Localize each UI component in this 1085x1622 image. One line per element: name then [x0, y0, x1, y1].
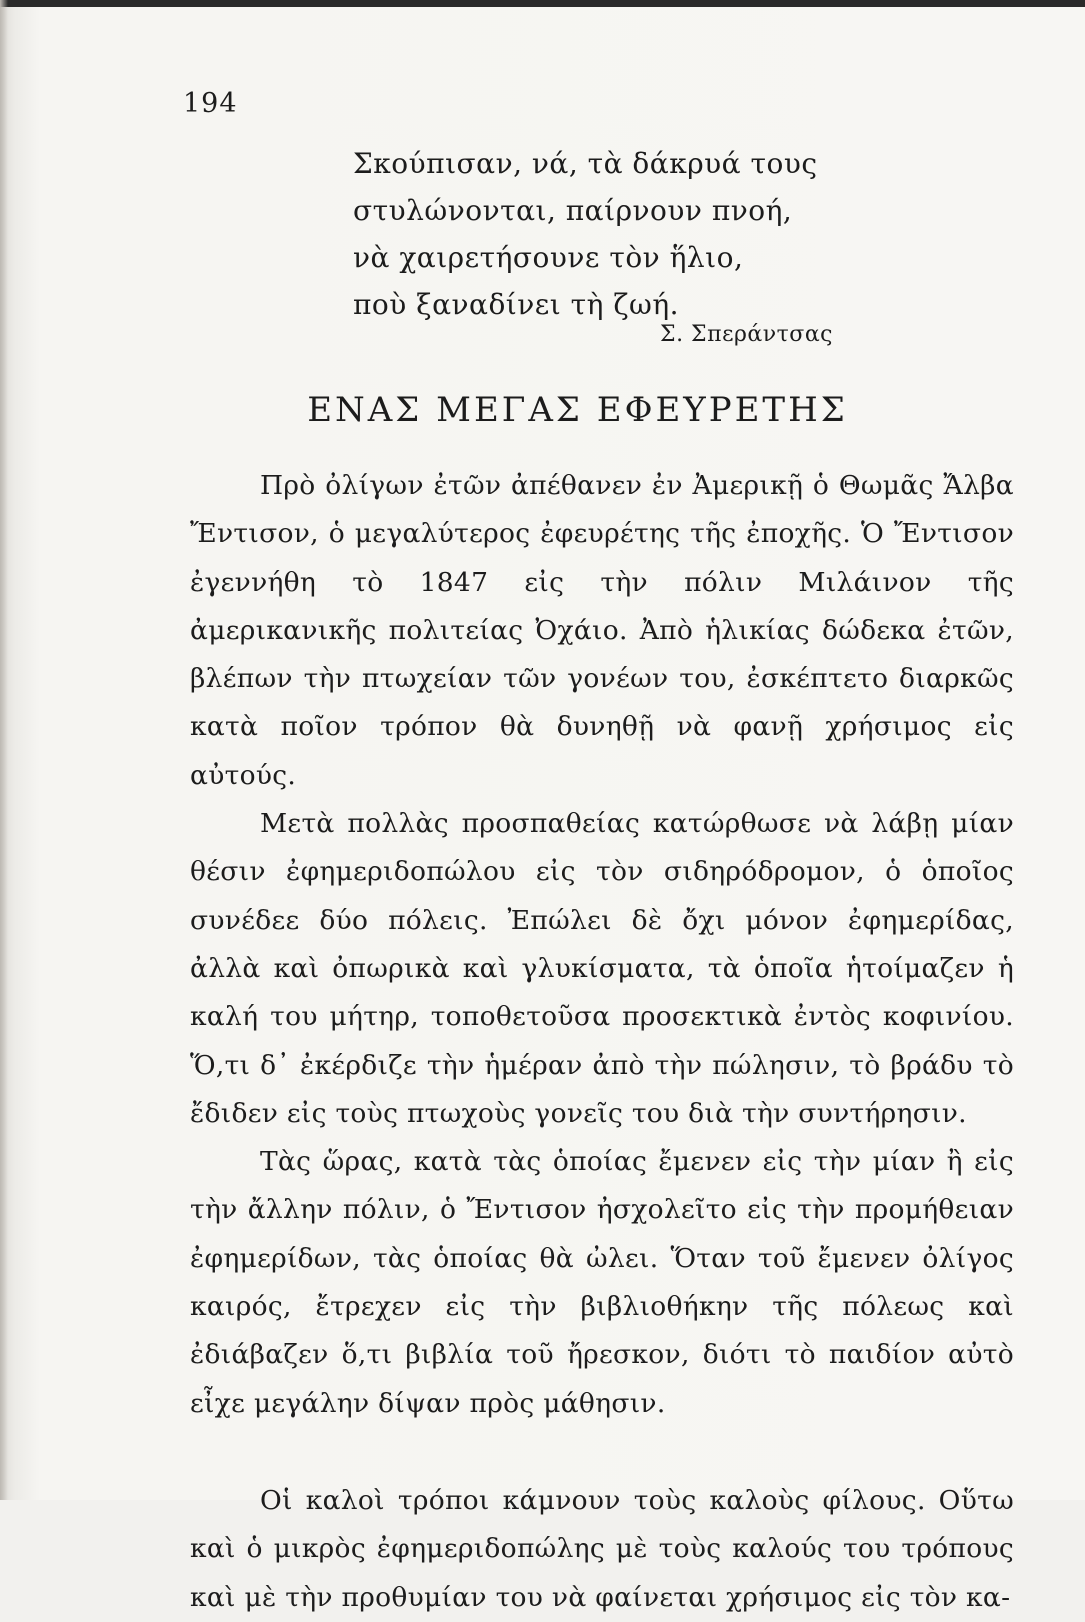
- binding-shadow: [0, 0, 8, 1500]
- article-body: [190, 462, 1014, 1622]
- poem-line: ποὺ ξαναδίνει τὴ ζωή.: [353, 288, 680, 321]
- poem-line: στυλώνονται, παίρνουν πνοή,: [353, 194, 793, 227]
- poem-line: Σκούπισαν, νά, τὰ δάκρυά τους: [353, 147, 818, 180]
- paragraph: Τὰς ὥρας, κατὰ τὰς ὁποίας ἔμενεν εἰς τὴν μίαν ἢ εἰς τὴν ἄλλην πόλιν, ὁ Ἔντισον ἠσχολεῖτο εἰς τὴν προμήθειαν ἐφημερίδων, τὰς ὁποίας θὰ ὠλει. Ὅταν τοῦ ἔμενεν ὀλίγος καιρός, ἔτρεχεν εἰς τὴν βιβλιοθήκην τῆς πόλεως καὶ ἐδιάβαζεν ὅ,τι βιβλία τοῦ ἤρεσκον, διότι τὸ παιδίον αὐτὸ εἶχε μεγάλην δίψαν πρὸς μάθησιν.: [190, 1146, 1014, 1419]
- article-title: ΕΝΑΣ ΜΕΓΑΣ ΕΦΕΥΡΕΤΗΣ: [307, 390, 848, 430]
- paragraph: Μετὰ πολλὰς προσπαθείας κατώρθωσε νὰ λάβῃ μίαν θέσιν ἐφημεριδοπώλου εἰς τὸν σιδηρόδρομον, ὁ ὁποῖος συνέδεε δύο πόλεις. Ἐπώλει δὲ ὄχι μόνον ἐφημερίδας, ἀλλὰ καὶ ὀπωρικὰ καὶ γλυκίσματα, τὰ ὁποῖα ἡτοίμαζεν ἡ καλή του μήτηρ, τοποθετοῦσα προσεκτικὰ ἐντὸς κοφινίου. Ὅ,τι δ᾽ ἐκέρδιζε τὴν ἡμέραν ἀπὸ τὴν πώλησιν, τὸ βράδυ τὸ ἔδιδεν εἰς τοὺς πτωχοὺς γονεῖς του διὰ τὴν συντήρησιν.: [190, 808, 1014, 1129]
- page-number: 194: [183, 88, 238, 119]
- paragraph: Οἱ καλοὶ τρόποι κάμνουν τοὺς καλοὺς φίλους. Οὕτω καὶ ὁ μικρὸς ἐφημεριδοπώλης μὲ τοὺς καλούς του τρόπους καὶ μὲ τὴν προθυμίαν του νὰ φαίνεται χρήσιμος εἰς τὸν κα-: [190, 1484, 1014, 1613]
- poem-line: νὰ χαιρετήσουνε τὸν ἥλιο,: [353, 241, 744, 274]
- poem-block: [353, 140, 818, 328]
- paragraph: Πρὸ ὀλίγων ἐτῶν ἀπέθανεν ἐν Ἀμερικῇ ὁ Θωμᾶς Ἄλβα Ἔντισον, ὁ μεγαλύτερος ἐφευρέτης τῆς ἐποχῆς. Ὁ Ἔντισον ἐγεννήθη τὸ 1847 εἰς τὴν πόλιν Μιλάινον τῆς ἀμερικανικῆς πολιτείας Ὀχάιο. Ἀπὸ ἡλικίας δώδεκα ἐτῶν, βλέπων τὴν πτωχείαν τῶν γονέων του, ἐσκέπτετο διαρκῶς κατὰ ποῖον τρόπον θὰ δυνηθῇ νὰ φανῇ χρήσιμος εἰς αὐτούς.: [190, 470, 1014, 791]
- scan-top-edge: [0, 0, 1085, 7]
- poem-signature: Σ. Σπεράντσας: [660, 322, 833, 347]
